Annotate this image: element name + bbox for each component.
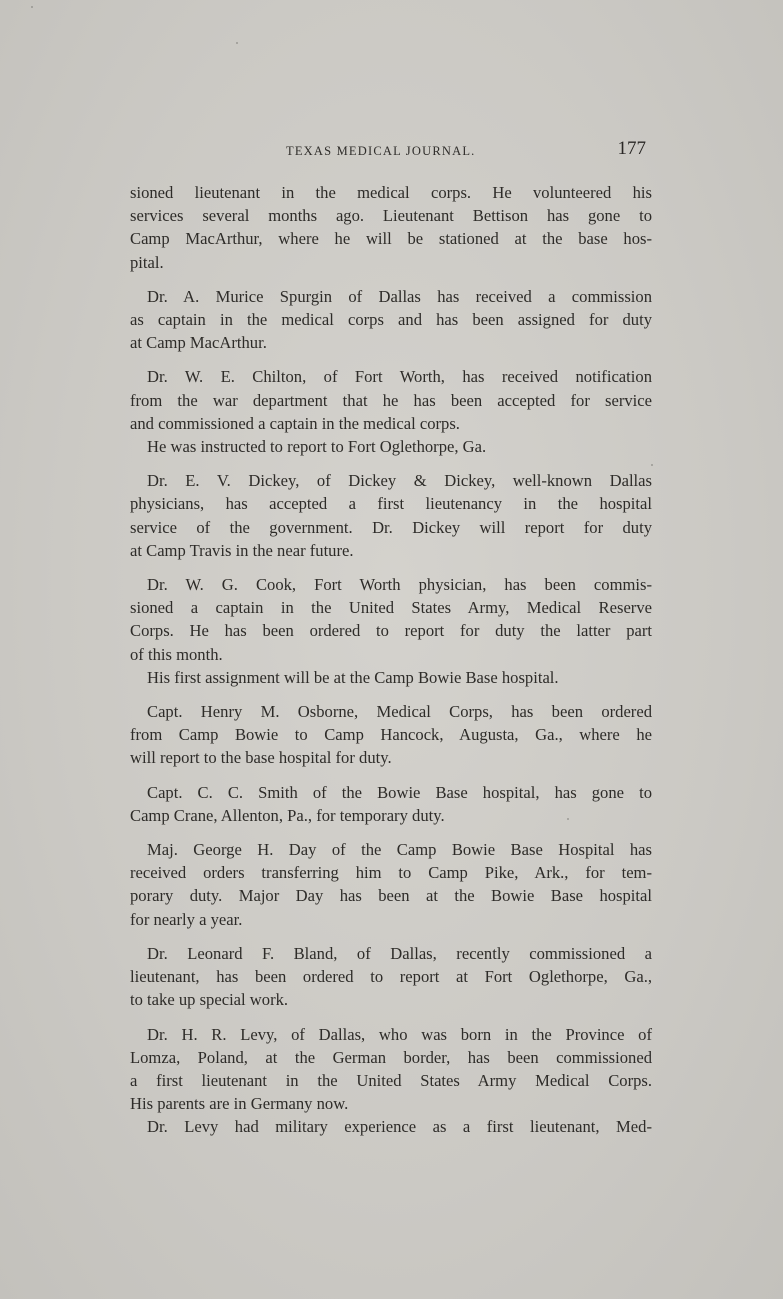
text-line: sioned lieutenant in the medical corps. He volunteered his [130, 183, 652, 202]
text-line: received orders transferring him to Camp Pike, Ark., for tem- [130, 863, 652, 883]
paragraph [130, 700, 652, 770]
text-line: His first assignment will be at the Camp Bowie Base hospital. [147, 667, 559, 687]
text-line: He was instructed to report to Fort Oglethorpe, Ga. [147, 437, 487, 457]
text-line: service of the government. Dr. Dickey will report for duty [130, 517, 652, 537]
scan-speck [31, 6, 33, 8]
text-line: and commissioned a captain in the medical corps. [130, 413, 460, 433]
text-line: Lomza, Poland, at the German border, has been commissioned [130, 1047, 652, 1067]
paragraph [130, 781, 652, 827]
text-line: Capt. Henry M. Osborne, Medical Corps, has been ordered [147, 702, 652, 722]
text-line: Dr. H. R. Levy, of Dallas, who was born in the Province of [147, 1024, 652, 1044]
text-line: at Camp MacArthur. [130, 333, 267, 353]
scan-speck [236, 42, 238, 44]
text-line: Dr. Leonard F. Bland, of Dallas, recently commissioned a [147, 943, 652, 963]
paragraph [130, 838, 652, 931]
paragraph [130, 469, 652, 562]
text-line: Dr. A. Murice Spurgin of Dallas has received a commission [147, 286, 652, 306]
page-number: 177 [617, 138, 646, 159]
text-line: lieutenant, has been ordered to report at Fort Oglethorpe, Ga., [130, 967, 652, 987]
text-line: Corps. He has been ordered to report for duty the latter part [130, 621, 652, 641]
paragraph [130, 435, 652, 458]
text-line: physicians, has accepted a first lieutenancy in the hospital [130, 494, 652, 514]
text-line: Dr. E. V. Dickey, of Dickey & Dickey, well-known Dallas [147, 471, 652, 491]
text-line: Capt. C. C. Smith of the Bowie Base hospital, has gone to [147, 782, 652, 802]
text-line: services several months ago. Lieutenant Bettison has gone to [130, 206, 652, 226]
text-line: Dr. W. E. Chilton, of Fort Worth, has received notification [147, 367, 652, 387]
text-line: pital. [130, 252, 164, 272]
text-line: of this month. [130, 644, 223, 664]
text-line: as captain in the medical corps and has been assigned for duty [130, 310, 652, 330]
paragraph [130, 942, 652, 1012]
text-line: Camp Crane, Allenton, Pa., for temporary duty. [130, 805, 445, 825]
text-line: Maj. George H. Day of the Camp Bowie Base Hospital has [147, 840, 652, 860]
text-line: porary duty. Major Day has been at the Bowie Base hospital [130, 886, 652, 906]
paragraph [130, 666, 652, 689]
text-line: will report to the base hospital for duty. [130, 748, 392, 768]
text-line: Dr. W. G. Cook, Fort Worth physician, has been commis- [147, 575, 652, 595]
text-line: His parents are in Germany now. [130, 1094, 349, 1114]
paragraph [130, 285, 652, 355]
text-line: to take up special work. [130, 990, 289, 1010]
text-line: from Camp Bowie to Camp Hancock, Augusta, Ga., where he [130, 725, 652, 745]
text-line: Camp MacArthur, where he will be stationed at the base hos- [130, 229, 652, 249]
paragraph [130, 365, 652, 435]
paragraph [130, 573, 652, 666]
running-head: TEXAS MEDICAL JOURNAL. [286, 144, 476, 158]
paragraph [130, 1115, 652, 1138]
text-line: for nearly a year. [130, 909, 243, 929]
paragraph [130, 181, 652, 274]
text-line: Dr. Levy had military experience as a first lieutenant, Med- [147, 1117, 652, 1137]
text-line: sioned a captain in the United States Army, Medical Reserve [130, 598, 652, 618]
text-line: a first lieutenant in the United States Army Medical Corps. [130, 1070, 652, 1090]
article-body [130, 181, 652, 1150]
text-line: from the war department that he has been accepted for service [130, 390, 652, 410]
page-header [120, 138, 650, 164]
text-line: at Camp Travis in the near future. [130, 540, 354, 560]
paragraph [130, 1023, 652, 1116]
